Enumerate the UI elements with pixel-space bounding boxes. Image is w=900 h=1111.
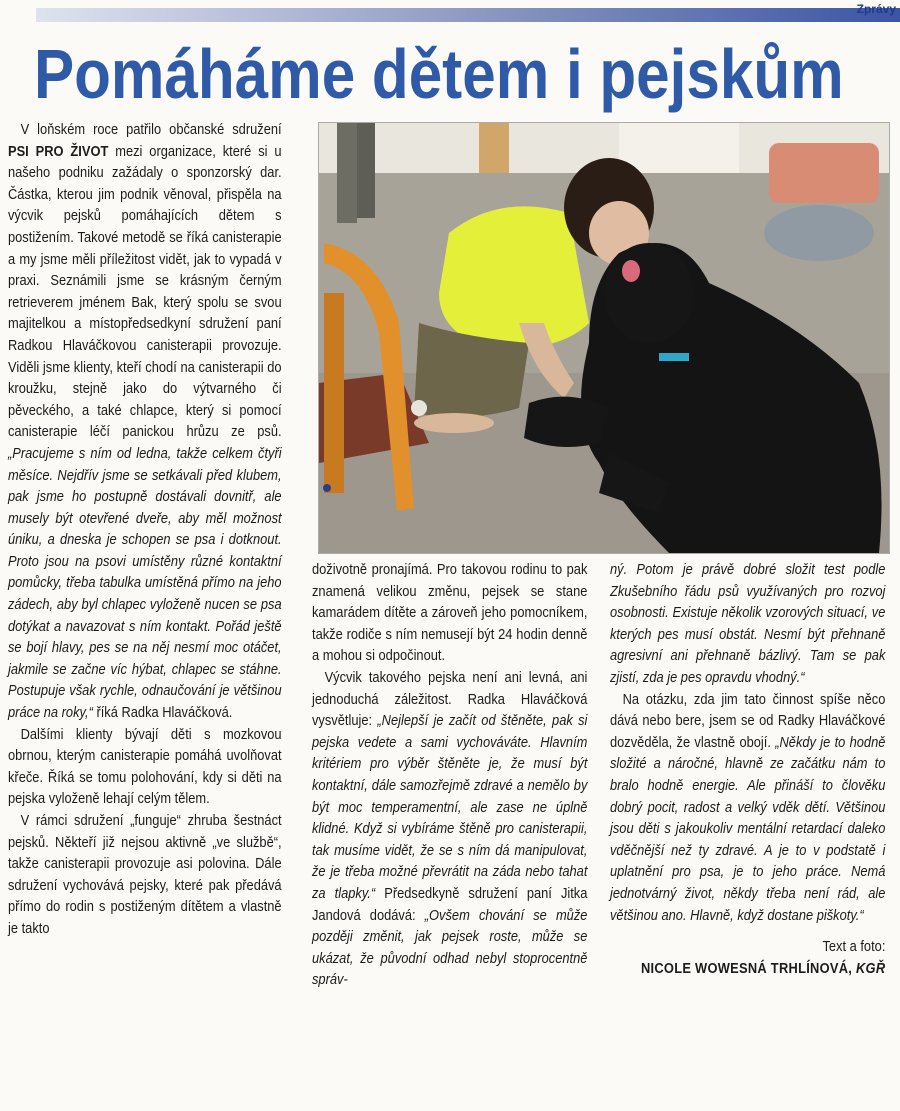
paragraph: [312, 668, 587, 992]
paragraph: V rámci sdružení „funguje“ zhruba šestnáct pejsků. Někteří již nejsou aktivně „ve službě“, takže canisterapii provozuje asi polovina. Dále sdružení vychovává pejsky, které pak předává přímo do rodin s postiženým dítětem a vlastně je takto: [8, 813, 282, 937]
credit-label: Text a foto:: [822, 939, 886, 956]
header-band: [36, 2, 900, 22]
article-column-3: [610, 560, 885, 980]
article-headline: Pomáháme dětem i pejskům: [34, 35, 844, 113]
paragraph: [8, 120, 282, 725]
author-org: KGŘ: [852, 960, 886, 977]
paragraph: doživotně pronajímá. Pro takovou rodinu to pak znamená velikou změnu, pejsek se stane kamarádem dítěte a zároveň jeho pomocníkem, takže rodiče s ním nemusejí být 24 hodin denně a mohou si odpočinout.: [312, 562, 588, 665]
article-photo: [318, 122, 890, 554]
paragraph: [610, 690, 885, 928]
author-name: NICOLE WOWESNÁ TRHLÍNOVÁ,: [640, 960, 853, 977]
article-column-1: [8, 120, 282, 941]
paragraph: ný. Potom je právě dobré složit test podle Zkušebního řádu psů využívaných pro rozvoj osobnosti. Existuje několik vzorových situací, ve kterých pes musí obstát. Nesmí být přehnaně agresivní ani přehnaně bázlivý. Tam se pak zjistí, zda je pes opravdu vhodný.“: [610, 562, 886, 686]
organization-name: PSI PRO ŽIVOT: [8, 143, 109, 160]
author-credit: [610, 959, 885, 981]
text-run: mezi organizace, které si u našeho podniku zažádaly o sponzorský dar. Částka, kterou jim podnik věnoval, přispěla na výcvik pejsků pomáhajících dětem s postižením. Takové metodě se říká canisterapie a my jsme měli příležitost vidět, jak to vypadá v praxi. Seznámili jsme se krásným černým retrieverem jménem Bak, který spolu se svou majitelkou a místopředsedkyní sdružení paní Radkou Hlaváčkovou canisterapii provozuje. Viděli jsme klienty, kteří chodí na canisterapii do kroužku, stejně jako do výtvarného či pěveckého, a také chlapce, který si pomocí canisterapie léčí panickou hrůzu ze psů.: [8, 143, 282, 441]
text-run: V loňském roce patřilo občanské sdružení: [20, 122, 282, 138]
text-run: Předsedkyně sdružení paní Jitka Jandová dodává:: [312, 885, 588, 924]
paragraph: Dalšími klienty bývají děti s mozkovou obrnou, kterým canisterapie pomáhá uvolňovat křeče. Říká se tomu polohování, kdy si děti na pejska vyloženě lehají celým tělem.: [8, 726, 282, 808]
section-label: Zprávy: [856, 2, 896, 16]
quote: „Nejlepší je začít od štěněte, pak si pejska vedete a sami vychováváte. Hlavním kritériem pro výběr štěněte je, že musí být kontaktní, dále samozřejmě zdravé a nemělo by být moc temperamentní, ale zase ne úplně klidné. Když si vybíráme štěně pro canisterapii, tak musíme vidět, že se s ním dá manipulovat, že je třeba možné převrátit na záda nebo tahat za tlapky.“: [312, 713, 588, 902]
text-run: říká Radka Hlaváčková.: [92, 705, 233, 722]
quote: „Pracujeme s ním od ledna, takže celkem čtyři měsíce. Nejdřív jsme se setkávali před klubem, pak jsme ho postupně dostávali dovnitř, ale musely být otevřené dveře, aby měl možnost úniku, a dneska je schopen se psa i dotknout. Proto jsou na psovi umístěny různé kontaktní pomůcky, třeba tabulka umístěná přímo na jeho zádech, aby byl chlapec vyloženě nucen se psa dotýkat a navazovat s ním kontakt. Pořád ještě se bojí hlavy, pes se na něj nesmí moc otáčet, jakmile se začne víc hýbat, chlapec se stáhne. Postupuje však rychle, odnaučování je většinou práce na roky,“: [8, 445, 282, 722]
article-column-2: [312, 560, 587, 992]
text-run: Výcvik takového pejska není ani levná, ani jednoduchá záležitost. Radka Hlaváčková vysvětluje:: [312, 669, 588, 730]
quote: „Někdy je to hodně složité a náročné, hlavně ze začátku nám to bralo hodně energie. Ale přináší to člověku dobrý pocit, radost a velký vděk dětí. Většinou jsou děti s jakoukoliv mentální retardací daleko vděčnější než ty zdravé. A je to v podstatě i uplatnění pro psa, je to jeho práce. Nemá jednotvárný život, někdy třeba není rád, ale většinou ano. Hlavně, když dostane piškoty.“: [610, 734, 886, 924]
text-run: Na otázku, zda jim tato činnost spíše něco dává nebo bere, jsem se od Radky Hlaváčkové dozvěděla, že vlastně obojí.: [610, 691, 886, 751]
quote: „Ovšem chování se může později změnit, jak pejsek roste, může se ukázat, že původní odhad nebyl stoprocentně správ-: [312, 907, 588, 989]
